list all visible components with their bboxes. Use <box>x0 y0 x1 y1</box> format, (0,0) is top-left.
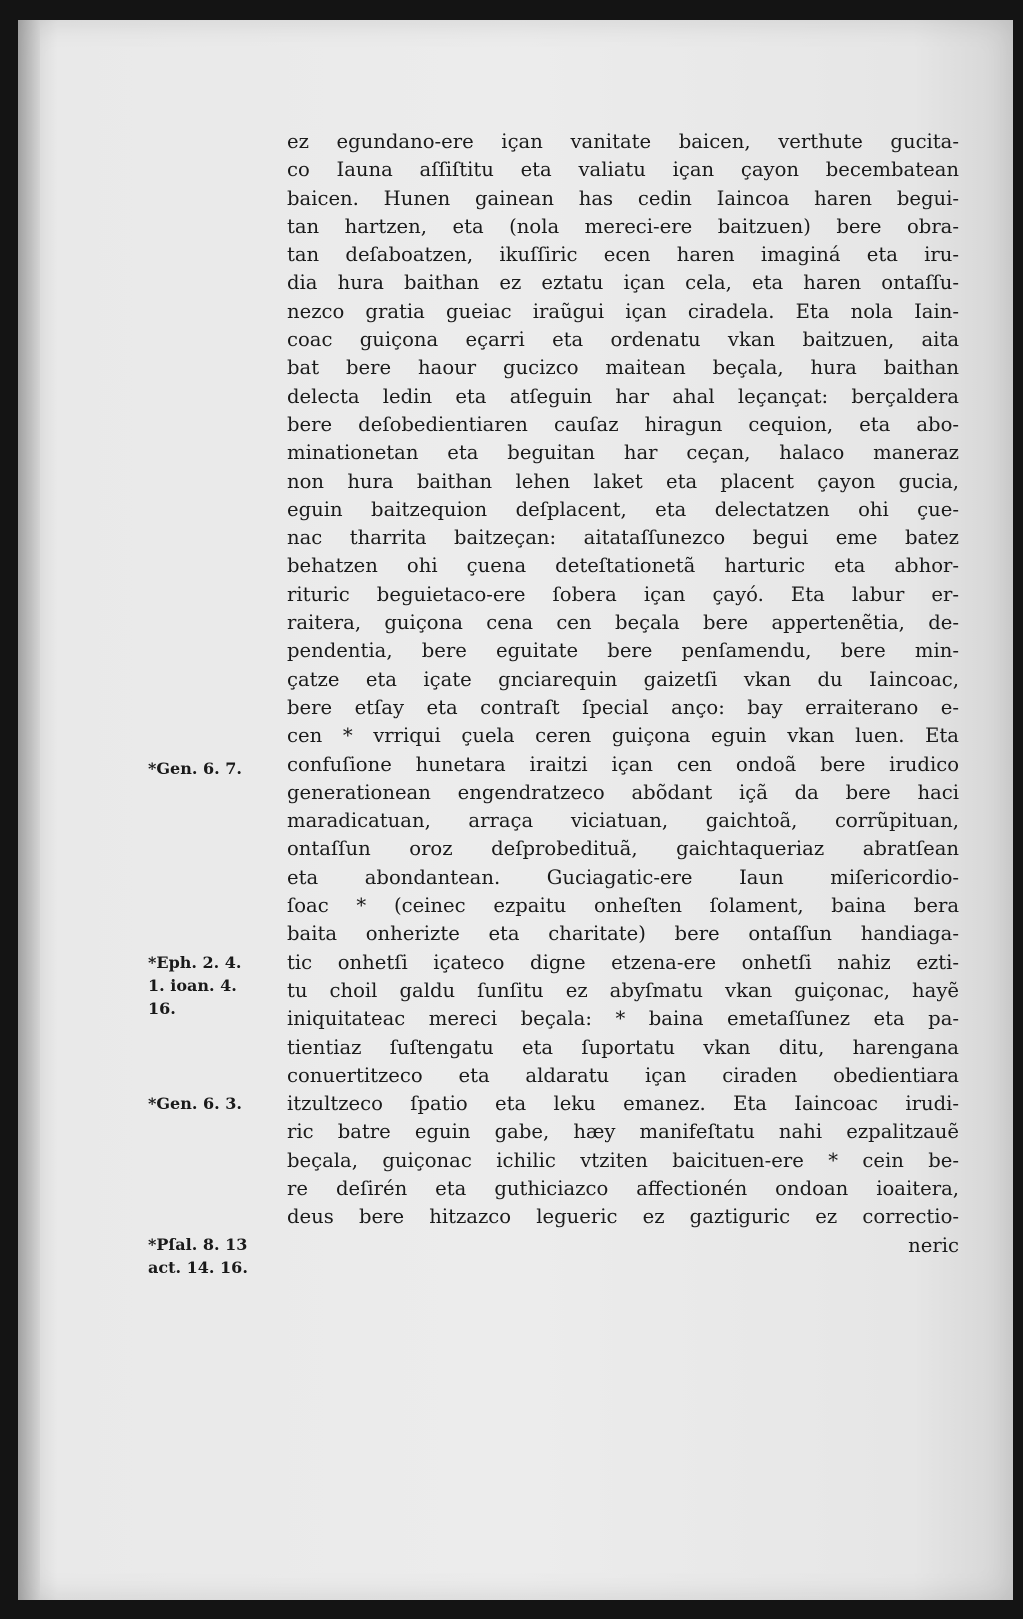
margin-note-line: 1. ioan. 4. <box>148 976 237 995</box>
text-line: confuſione hunetara iraitzi içan cen ondoã bere irudico <box>287 752 959 776</box>
margin-note-line: *Pſal. 8. 13 <box>148 1235 248 1254</box>
text-line: rituric beguietaco-ere ſobera içan çayó. Eta labur er- <box>287 582 959 606</box>
page-edge-shadow <box>18 20 40 1600</box>
text-line: behatzen ohi çuena deteſtationetã harturic eta abhor- <box>287 554 959 578</box>
text-line: non hura baithan lehen laket eta placent çayon gucia, <box>287 469 959 493</box>
text-line: eguin baitzequion deſplacent, eta delectatzen ohi çue- <box>287 497 959 521</box>
text-line: beçala, guiçonac ichilic vtziten baicituen-ere * cein be- <box>287 1148 959 1172</box>
text-line: bere etſay eta contraſt ſpecial anço: bay erraiterano e- <box>287 695 959 719</box>
text-line: iniquitateac mereci beçala: * baina emetaſſunez eta pa- <box>287 1007 959 1031</box>
text-line: ric batre eguin gabe, hæy manifeſtatu nahi ezpalitzauẽ <box>287 1120 959 1144</box>
margin-note-eph-2-4 <box>148 951 278 1020</box>
text-line: tic onhetſi içateco digne etzena-ere onhetſi nahiz ezti- <box>287 950 959 974</box>
text-line: minationetan eta beguitan har ceçan, halaco maneraz <box>287 441 959 465</box>
text-line: tan deſaboatzen, ikuſſiric ecen haren imaginá eta iru- <box>287 243 959 267</box>
text-line: tan hartzen, eta (nola mereci-ere baitzuen) bere obra- <box>287 214 959 238</box>
text-line: itzultzeco ſpatio eta leku emanez. Eta Iaincoac irudi- <box>287 1092 959 1116</box>
text-line: bere deſobedientiaren cauſaz hiragun cequion, eta abo- <box>287 412 959 436</box>
text-line: co Iauna aſſiſtitu eta valiatu içan çayon becembatean <box>287 158 959 182</box>
text-line: dia hura baithan ez eztatu içan cela, eta haren ontaſſu- <box>287 271 959 295</box>
text-line: re deſirén eta guthiciazco affectionén ondoan ioaitera, <box>287 1176 959 1200</box>
text-line: cen * vrriqui çuela ceren guiçona eguin vkan luen. Eta <box>287 724 959 748</box>
margin-note-line: act. 14. 16. <box>148 1258 248 1277</box>
text-line: maradicatuan, arraça viciatuan, gaichtoã, corrũpituan, <box>287 809 959 833</box>
text-line: nezco gratia gueiac iraũgui içan ciradela. Eta nola Iain- <box>287 299 959 323</box>
text-line: çatze eta içate gnciarequin gaizetſi vkan du Iaincoac, <box>287 667 959 691</box>
margin-note-gen-6-7 <box>148 757 278 780</box>
text-line: nac tharrita baitzeçan: aitataſſunezco begui eme batez <box>287 526 959 550</box>
text-line: baicen. Hunen gainean has cedin Iaincoa haren begui- <box>287 186 959 210</box>
text-line: tu choil galdu ſunſitu ez abyſmatu vkan guiçonac, hayẽ <box>287 978 959 1002</box>
text-line: bat bere haour gucizco maitean beçala, hura baithan <box>287 356 959 380</box>
margin-note-line: 16. <box>148 999 176 1018</box>
text-line: coac guiçona eçarri eta ordenatu vkan baitzuen, aita <box>287 328 959 352</box>
text-line: ontaſſun oroz deſprobedituã, gaichtaqueriaz abratſean <box>287 837 959 861</box>
text-line: deus bere hitzazco legueric ez gaztiguric ez correctio- <box>287 1205 959 1229</box>
text-line: eta abondantean. Guciagatic-ere Iaun miſericordio- <box>287 865 959 889</box>
main-text-block <box>287 128 959 1260</box>
text-line: raitera, guiçona cena cen beçala bere appertenẽtia, de- <box>287 611 959 635</box>
margin-note-gen-6-3 <box>148 1092 278 1115</box>
margin-note-line: *Gen. 6. 7. <box>148 759 242 778</box>
catchword: neric <box>908 1233 959 1257</box>
margin-note-line: *Gen. 6. 3. <box>148 1094 242 1113</box>
margin-note-psal-8-13 <box>148 1233 278 1279</box>
text-line: generationean engendratzeco abõdant içã da bere haci <box>287 780 959 804</box>
margin-note-line: *Eph. 2. 4. <box>148 953 242 972</box>
text-line: pendentia, bere eguitate bere penſamendu, bere min- <box>287 639 959 663</box>
text-line: ez egundano-ere içan vanitate baicen, verthute gucita- <box>287 130 959 153</box>
text-line: baita onherizte eta charitate) bere ontaſſun handiaga- <box>287 922 959 946</box>
text-line: conuertitzeco eta aldaratu içan ciraden obedientiara <box>287 1063 959 1087</box>
text-line: delecta ledin eta atſeguin har ahal leçançat: berçaldera <box>287 384 959 408</box>
text-line: ſoac * (ceinec ezpaitu onheſten ſolament, baina bera <box>287 894 959 918</box>
text-line: tientiaz ſuſtengatu eta ſuportatu vkan ditu, harengana <box>287 1035 959 1059</box>
